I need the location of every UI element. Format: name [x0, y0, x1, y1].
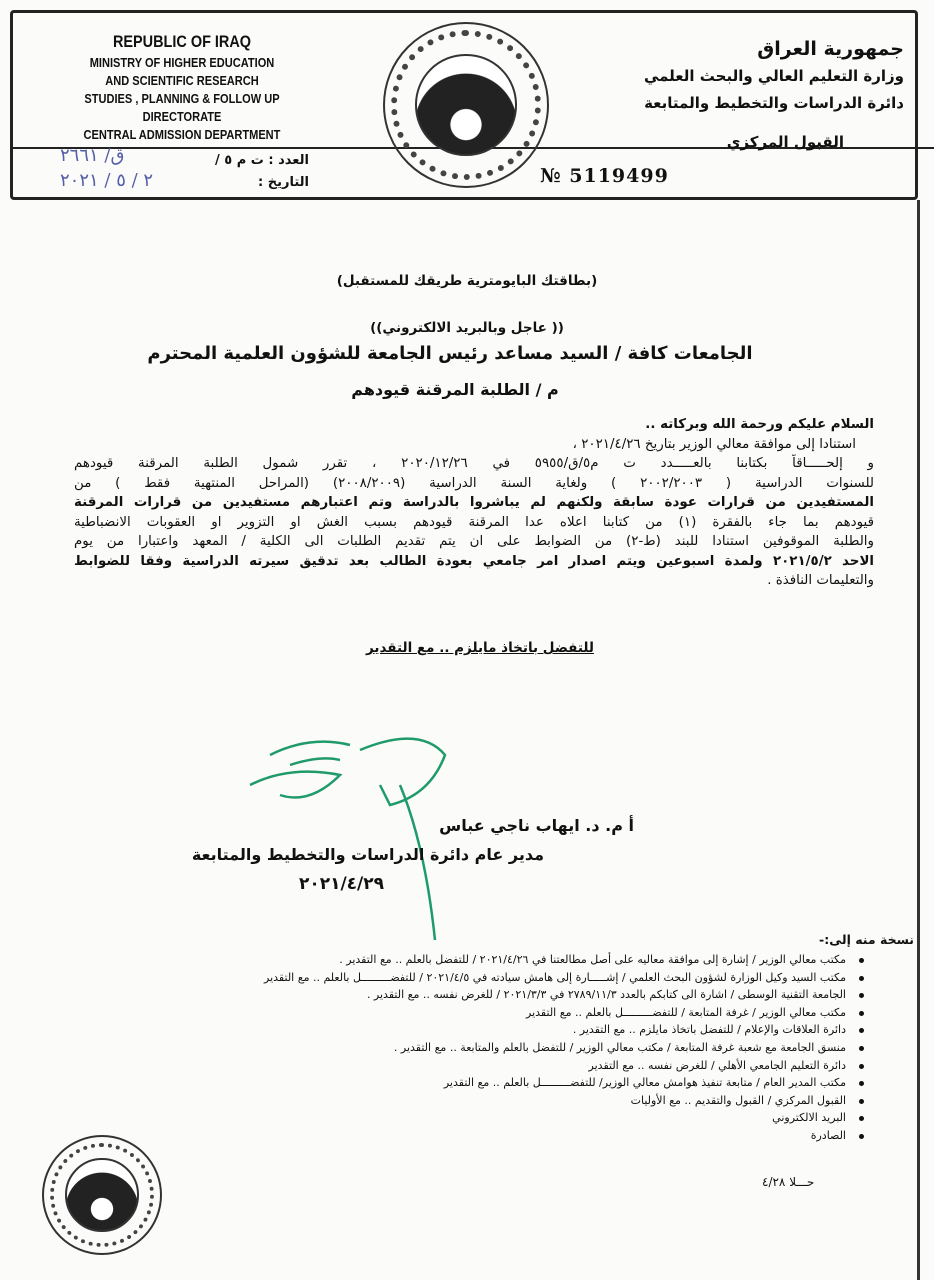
body-line: المستفيدين من قرارات عودة سابقة ولكنهم لم يباشروا بالدراسة وتم اعتبارهم مستفيدين من قرارات المرقنة — [74, 495, 874, 510]
ministry-ar: وزارة التعليم العالي والبحث العلمي — [643, 67, 904, 85]
body-line: و إلحـــــاقاً بكتابنا بالعـــــدد ت م٥/ق/٥٩٥٥ في ٢٠٢٠/١٢/٢٦ ، تقرر شمول الطلبة المرقنة قيودهم — [74, 456, 874, 471]
department-ar: القبول المركزي — [726, 133, 844, 151]
cc-item: الصادرة — [264, 1127, 846, 1145]
letter-body — [74, 415, 874, 591]
date-label: التاريخ : — [257, 175, 309, 190]
addressee: الجامعات كافة / السيد مساعد رئيس الجامعة للشؤون العلمية المحترم — [147, 343, 753, 364]
reference-labels — [215, 150, 309, 194]
right-margin-line — [917, 200, 920, 1280]
country-name-ar: جمهورية العراق — [757, 38, 904, 60]
cc-item: مكتب معالي الوزير / غرفة المتابعة / للتفضـــــــــل بالعلم .. مع التقدير — [264, 1004, 846, 1022]
body-line: والطلبة الموقوفين استنادا للبند (ط-٢) من الضوابط على ان يتم تقديم الطلبات الى الكلية / المعهد واعتبارا من يوم — [74, 534, 874, 549]
body-line: للسنوات الدراسية ( ٢٠٠٢/٢٠٠٣ ) ولغاية السنة الدراسية (٢٠٠٨/٢٠٠٩) (المراحل المنتهية فقط ) من — [74, 475, 874, 491]
country-name-en: REPUBLIC OF IRAQ — [112, 32, 252, 51]
signatory-name: أ م. د. ايهاب ناجي عباس — [439, 816, 634, 835]
ministry-logo-seal — [383, 22, 549, 188]
handwritten-number: ق/ ٢٦٦١ — [60, 145, 125, 166]
footer-reference: حـــلا ٤/٢٨ — [762, 1175, 815, 1189]
greeting: السلام عليكم ورحمة الله وبركاته .. — [645, 417, 874, 432]
ministry-en: MINISTRY OF HIGHER EDUCATION — [89, 55, 275, 70]
slogan: (بطاقتك البايومترية طريقك للمستقبل) — [336, 273, 598, 289]
cc-item: الجامعة التقنية الوسطى / اشارة الى كتابكم بالعدد ٢٧٨٩/١١/٣ في ٢٠٢١/٣/٣ / للغرض نفسه .. مع التقدير . — [264, 986, 846, 1004]
cc-heading: نسخة منه إلى:- — [819, 932, 914, 947]
cc-list — [264, 932, 914, 1145]
bottom-logo-seal — [42, 1135, 162, 1255]
cc-item: مكتب السيد وكيل الوزارة لشؤون البحث العلمي / إشـــــارة إلى هامش سيادته في ٢٠٢١/٤/٥ / للتفضـــــــــل بالعلم .. مع التقدير — [264, 969, 846, 987]
letterhead-english — [46, 30, 318, 144]
signatory-title: مدير عام دائرة الدراسات والتخطيط والمتابعة — [191, 845, 544, 864]
serial-number: № 5119499 — [540, 165, 669, 187]
body-line: استنادا إلى موافقة معالي الوزير بتاريخ ٢٠٢١/٤/٢٦ ، — [572, 436, 856, 452]
body-line: الاحد ٢٠٢١/٥/٢ ولمدة اسبوعين ويتم اصدار امر جامعي بعودة الطالب بعد تدقيق سيرته الدراسية وفقا للضوابط — [74, 553, 874, 569]
cc-item: القبول المركزي / القبول والتقديم .. مع الأوليات — [264, 1092, 846, 1110]
cc-item: منسق الجامعة مع شعبة غرفة المتابعة / مكتب معالي الوزير / للتفضل بالعلم والمتابعة .. مع التقدير . — [264, 1039, 846, 1057]
ministry-en-2: AND SCIENTIFIC RESEARCH — [105, 73, 259, 88]
body-line: قيودهم بما جاء بالفقرة (١) من كتابنا اعلاه عدا المرقنة قيودهم بسبب الغش او التزوير او العقوبات الانضباطية — [74, 514, 874, 530]
cc-item: مكتب معالي الوزير / إشارة إلى موافقة معاليه على أصل مطالعتنا في ٢٠٢١/٤/٢٦ / للتفضل بالعلم .. مع التقدير . — [264, 951, 846, 969]
signature-date: ٢٠٢١/٤/٢٩ — [298, 874, 384, 894]
department-en: CENTRAL ADMISSION DEPARTMENT — [83, 127, 281, 142]
handwritten-date: ٢ / ٥ / ٢٠٢١ — [60, 170, 154, 191]
cc-item: مكتب المدير العام / متابعة تنفيذ هوامش معالي الوزير/ للتفضـــــــــل بالعلم .. مع التقدير — [264, 1074, 846, 1092]
directorate-ar: دائرة الدراسات والتخطيط والمتابعة — [644, 94, 904, 112]
cc-item: دائرة العلاقات والإعلام / للتفضل باتخاذ مايلزم .. مع التقدير . — [264, 1021, 846, 1039]
urgent-note: (( عاجل وبالبريد الالكتروني)) — [370, 320, 564, 336]
number-label: العدد : ت م ٥ / — [215, 153, 309, 168]
cc-item: دائرة التعليم الجامعي الأهلي / للغرض نفسه .. مع التقدير — [264, 1057, 846, 1075]
handwritten-signature — [230, 725, 470, 945]
closing: للتفضل باتخاذ مايلزم .. مع التقدير — [366, 640, 594, 656]
body-line: والتعليمات النافذة . — [767, 573, 874, 588]
letterhead-arabic — [644, 36, 904, 156]
cc-item: البريد الالكتروني — [264, 1109, 846, 1127]
subject: م / الطلبة المرقنة قيودهم — [351, 380, 559, 399]
directorate-en: STUDIES , PLANNING & FOLLOW UP DIRECTORATE — [84, 91, 280, 124]
